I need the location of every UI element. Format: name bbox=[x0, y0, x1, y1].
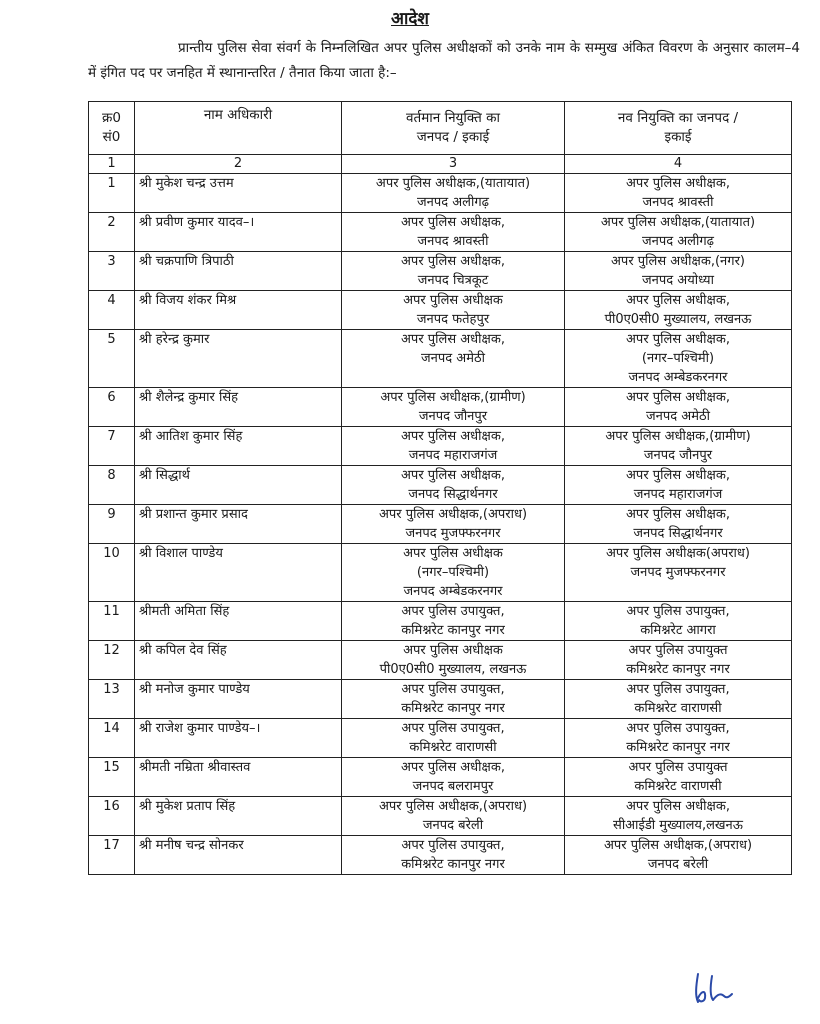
column-number: 1 bbox=[89, 155, 135, 174]
new-posting bbox=[565, 330, 792, 388]
posting-line: अपर पुलिस अधीक्षक(अपराध) bbox=[606, 546, 750, 561]
posting-line: जनपद जौनपुर bbox=[643, 448, 713, 463]
serial-number: 1 bbox=[89, 174, 135, 213]
current-posting bbox=[342, 544, 565, 602]
column-number: 4 bbox=[565, 155, 792, 174]
current-posting bbox=[342, 252, 565, 291]
table-header-row bbox=[89, 102, 792, 155]
current-posting bbox=[342, 505, 565, 544]
table-row bbox=[89, 505, 792, 544]
posting-line: अपर पुलिस अधीक्षक, bbox=[626, 332, 730, 347]
serial-number: 2 bbox=[89, 213, 135, 252]
document-title bbox=[0, 6, 820, 29]
current-posting bbox=[342, 388, 565, 427]
posting-line: अपर पुलिस अधीक्षक,(अपराध) bbox=[603, 838, 753, 853]
posting-line: कमिश्नरेट आगरा bbox=[640, 623, 716, 638]
posting-line: जनपद अलीगढ़ bbox=[416, 195, 490, 210]
table-row bbox=[89, 427, 792, 466]
current-posting bbox=[342, 466, 565, 505]
posting-line: अपर पुलिस अधीक्षक, bbox=[401, 332, 505, 347]
posting-line: अपर पुलिस उपायुक्त, bbox=[401, 604, 505, 619]
serial-number: 10 bbox=[89, 544, 135, 602]
posting-line: अपर पुलिस अधीक्षक, bbox=[626, 390, 730, 405]
posting-line: अपर पुलिस अधीक्षक, bbox=[401, 254, 505, 269]
serial-number: 14 bbox=[89, 719, 135, 758]
posting-line: कमिश्नरेट कानपुर नगर bbox=[401, 701, 505, 716]
serial-number: 9 bbox=[89, 505, 135, 544]
table-row bbox=[89, 330, 792, 388]
posting-line: अपर पुलिस अधीक्षक,(यातायात) bbox=[375, 176, 531, 191]
serial-number: 6 bbox=[89, 388, 135, 427]
new-posting bbox=[565, 505, 792, 544]
document-title-text: आदेश bbox=[391, 9, 429, 29]
officer-name: श्रीमती अमिता सिंह bbox=[135, 602, 342, 641]
officer-name: श्री प्रवीण कुमार यादव–। bbox=[135, 213, 342, 252]
posting-line: अपर पुलिस अधीक्षक,(नगर) bbox=[611, 254, 745, 269]
column-number: 2 bbox=[135, 155, 342, 174]
current-posting bbox=[342, 291, 565, 330]
posting-line: जनपद अम्बेडकरनगर bbox=[628, 370, 728, 385]
current-posting bbox=[342, 602, 565, 641]
header-name bbox=[135, 102, 342, 155]
new-posting bbox=[565, 719, 792, 758]
officer-name: श्री सिद्धार्थ bbox=[135, 466, 342, 505]
posting-line: अपर पुलिस अधीक्षक bbox=[403, 643, 503, 658]
table-row bbox=[89, 213, 792, 252]
new-posting bbox=[565, 641, 792, 680]
posting-line: जनपद अमेठी bbox=[421, 351, 485, 366]
officer-name: श्री राजेश कुमार पाण्डेय–। bbox=[135, 719, 342, 758]
header-serial bbox=[89, 102, 135, 155]
column-number: 3 bbox=[342, 155, 565, 174]
table-row bbox=[89, 836, 792, 875]
new-posting bbox=[565, 174, 792, 213]
new-posting bbox=[565, 466, 792, 505]
current-posting bbox=[342, 680, 565, 719]
posting-line: अपर पुलिस अधीक्षक, bbox=[401, 468, 505, 483]
posting-line: जनपद अयोध्या bbox=[642, 273, 714, 288]
serial-number: 8 bbox=[89, 466, 135, 505]
posting-line: अपर पुलिस अधीक्षक,(अपराध) bbox=[378, 799, 528, 814]
new-posting bbox=[565, 388, 792, 427]
posting-line: जनपद महाराजगंज bbox=[633, 487, 723, 502]
posting-line: कमिश्नरेट वाराणसी bbox=[409, 740, 497, 755]
officer-name: श्री विजय शंकर मिश्र bbox=[135, 291, 342, 330]
header-name-text: नाम अधिकारी bbox=[203, 107, 273, 123]
posting-line: अपर पुलिस उपायुक्त, bbox=[626, 721, 730, 736]
posting-line: अपर पुलिस उपायुक्त, bbox=[401, 682, 505, 697]
posting-line: (नगर–पश्चिमी) bbox=[641, 351, 715, 366]
posting-line: (नगर–पश्चिमी) bbox=[416, 565, 490, 580]
posting-line: अपर पुलिस अधीक्षक, bbox=[626, 176, 730, 191]
posting-line: जनपद मुजफ्फरनगर bbox=[630, 565, 726, 580]
posting-line: अपर पुलिस उपायुक्त bbox=[628, 760, 728, 775]
officer-name: श्री शैलेन्द्र कुमार सिंह bbox=[135, 388, 342, 427]
transfer-table bbox=[88, 101, 792, 875]
posting-line: कमिश्नरेट वाराणसी bbox=[634, 779, 722, 794]
serial-number: 15 bbox=[89, 758, 135, 797]
serial-number: 11 bbox=[89, 602, 135, 641]
serial-number: 13 bbox=[89, 680, 135, 719]
header-new-line-2: इकाई bbox=[664, 129, 692, 145]
posting-line: जनपद अलीगढ़ bbox=[641, 234, 715, 249]
posting-line: सीआईडी मुख्यालय,लखनऊ bbox=[613, 818, 743, 833]
posting-line: कमिश्नरेट वाराणसी bbox=[634, 701, 722, 716]
posting-line: अपर पुलिस अधीक्षक, bbox=[626, 799, 730, 814]
new-posting bbox=[565, 797, 792, 836]
column-number-row bbox=[89, 155, 792, 174]
posting-line: जनपद श्रावस्ती bbox=[417, 234, 489, 249]
posting-line: अपर पुलिस अधीक्षक,(ग्रामीण) bbox=[605, 429, 751, 444]
posting-line: अपर पुलिस अधीक्षक,(अपराध) bbox=[378, 507, 528, 522]
posting-line: जनपद श्रावस्ती bbox=[642, 195, 714, 210]
new-posting bbox=[565, 758, 792, 797]
table-row bbox=[89, 174, 792, 213]
officer-name: श्री मुकेश चन्द्र उत्तम bbox=[135, 174, 342, 213]
table-row bbox=[89, 252, 792, 291]
posting-line: अपर पुलिस अधीक्षक,(ग्रामीण) bbox=[380, 390, 526, 405]
posting-line: अपर पुलिस उपायुक्त, bbox=[626, 682, 730, 697]
officer-name: श्री मनीष चन्द्र सोनकर bbox=[135, 836, 342, 875]
serial-number: 4 bbox=[89, 291, 135, 330]
posting-line: जनपद सिद्धार्थनगर bbox=[633, 526, 723, 541]
new-posting bbox=[565, 680, 792, 719]
current-posting bbox=[342, 174, 565, 213]
officer-name: श्री प्रशान्त कुमार प्रसाद bbox=[135, 505, 342, 544]
posting-line: पी0ए0सी0 मुख्यालय, लखनऊ bbox=[604, 312, 752, 327]
new-posting bbox=[565, 213, 792, 252]
table-row bbox=[89, 758, 792, 797]
new-posting bbox=[565, 602, 792, 641]
posting-line: कमिश्नरेट कानपुर नगर bbox=[401, 623, 505, 638]
current-posting bbox=[342, 797, 565, 836]
current-posting bbox=[342, 758, 565, 797]
serial-number: 16 bbox=[89, 797, 135, 836]
table-row bbox=[89, 466, 792, 505]
table-row bbox=[89, 602, 792, 641]
table-row bbox=[89, 388, 792, 427]
posting-line: जनपद महाराजगंज bbox=[408, 448, 498, 463]
header-serial-line-2: सं0 bbox=[102, 129, 121, 145]
posting-line: अपर पुलिस अधीक्षक, bbox=[626, 507, 730, 522]
serial-number: 17 bbox=[89, 836, 135, 875]
table-row bbox=[89, 719, 792, 758]
posting-line: अपर पुलिस अधीक्षक, bbox=[401, 215, 505, 230]
new-posting bbox=[565, 252, 792, 291]
table-row bbox=[89, 641, 792, 680]
officer-name: श्री चक्रपाणि त्रिपाठी bbox=[135, 252, 342, 291]
posting-line: अपर पुलिस अधीक्षक, bbox=[626, 468, 730, 483]
posting-line: अपर पुलिस अधीक्षक bbox=[403, 546, 503, 561]
posting-line: जनपद फतेहपुर bbox=[416, 312, 490, 327]
posting-line: कमिश्नरेट कानपुर नगर bbox=[626, 740, 730, 755]
officer-name: श्री हरेन्द्र कुमार bbox=[135, 330, 342, 388]
officer-name: श्री विशाल पाण्डेय bbox=[135, 544, 342, 602]
posting-line: अपर पुलिस उपायुक्त, bbox=[401, 838, 505, 853]
header-new-line-1: नव नियुक्ति का जनपद / bbox=[617, 110, 739, 126]
header-current-posting bbox=[342, 102, 565, 155]
current-posting bbox=[342, 836, 565, 875]
new-posting bbox=[565, 544, 792, 602]
posting-line: अपर पुलिस उपायुक्त, bbox=[401, 721, 505, 736]
header-current-line-1: वर्तमान नियुक्ति का bbox=[406, 110, 500, 126]
posting-line: अपर पुलिस अधीक्षक, bbox=[401, 760, 505, 775]
serial-number: 12 bbox=[89, 641, 135, 680]
new-posting bbox=[565, 291, 792, 330]
current-posting bbox=[342, 641, 565, 680]
posting-line: जनपद अमेठी bbox=[646, 409, 710, 424]
posting-line: जनपद सिद्धार्थनगर bbox=[408, 487, 498, 502]
posting-line: अपर पुलिस उपायुक्त bbox=[628, 643, 728, 658]
serial-number: 5 bbox=[89, 330, 135, 388]
officer-name: श्रीमती नम्रिता श्रीवास्तव bbox=[135, 758, 342, 797]
posting-line: जनपद जौनपुर bbox=[418, 409, 488, 424]
posting-line: अपर पुलिस अधीक्षक, bbox=[626, 293, 730, 308]
posting-line: जनपद बरेली bbox=[647, 857, 709, 872]
current-posting bbox=[342, 213, 565, 252]
header-serial-line-1: क्र0 bbox=[102, 110, 121, 126]
table-row bbox=[89, 291, 792, 330]
posting-line: जनपद मुजफ्फरनगर bbox=[405, 526, 501, 541]
table-row bbox=[89, 797, 792, 836]
serial-number: 7 bbox=[89, 427, 135, 466]
posting-line: अपर पुलिस अधीक्षक,(यातायात) bbox=[600, 215, 756, 230]
posting-line: जनपद बरेली bbox=[422, 818, 484, 833]
officer-name: श्री मुकेश प्रताप सिंह bbox=[135, 797, 342, 836]
serial-number: 3 bbox=[89, 252, 135, 291]
current-posting bbox=[342, 330, 565, 388]
posting-line: कमिश्नरेट कानपुर नगर bbox=[626, 662, 730, 677]
intro-paragraph: प्रान्तीय पुलिस सेवा संवर्ग के निम्नलिखित अपर पुलिस अधीक्षकों को उनके नाम के सम्मुख अंकित विवरण के अनुसार कालम–4 में इंगित पद पर जनहित में स्थानान्तरित / तैनात किया जाता है:– bbox=[88, 40, 800, 81]
posting-line: अपर पुलिस अधीक्षक bbox=[403, 293, 503, 308]
posting-line: जनपद बलरामपुर bbox=[412, 779, 494, 794]
posting-line: अपर पुलिस उपायुक्त, bbox=[626, 604, 730, 619]
posting-line: अपर पुलिस अधीक्षक, bbox=[401, 429, 505, 444]
new-posting bbox=[565, 836, 792, 875]
current-posting bbox=[342, 427, 565, 466]
posting-line: जनपद चित्रकूट bbox=[417, 273, 489, 288]
posting-line: जनपद अम्बेडकरनगर bbox=[403, 584, 503, 599]
signature-mark bbox=[690, 968, 740, 1008]
posting-line: पी0ए0सी0 मुख्यालय, लखनऊ bbox=[379, 662, 527, 677]
posting-line: कमिश्नरेट कानपुर नगर bbox=[401, 857, 505, 872]
new-posting bbox=[565, 427, 792, 466]
officer-name: श्री मनोज कुमार पाण्डेय bbox=[135, 680, 342, 719]
officer-name: श्री आतिश कुमार सिंह bbox=[135, 427, 342, 466]
header-current-line-2: जनपद / इकाई bbox=[416, 129, 490, 145]
table-row bbox=[89, 544, 792, 602]
table-row bbox=[89, 680, 792, 719]
officer-name: श्री कपिल देव सिंह bbox=[135, 641, 342, 680]
header-new-posting bbox=[565, 102, 792, 155]
current-posting bbox=[342, 719, 565, 758]
